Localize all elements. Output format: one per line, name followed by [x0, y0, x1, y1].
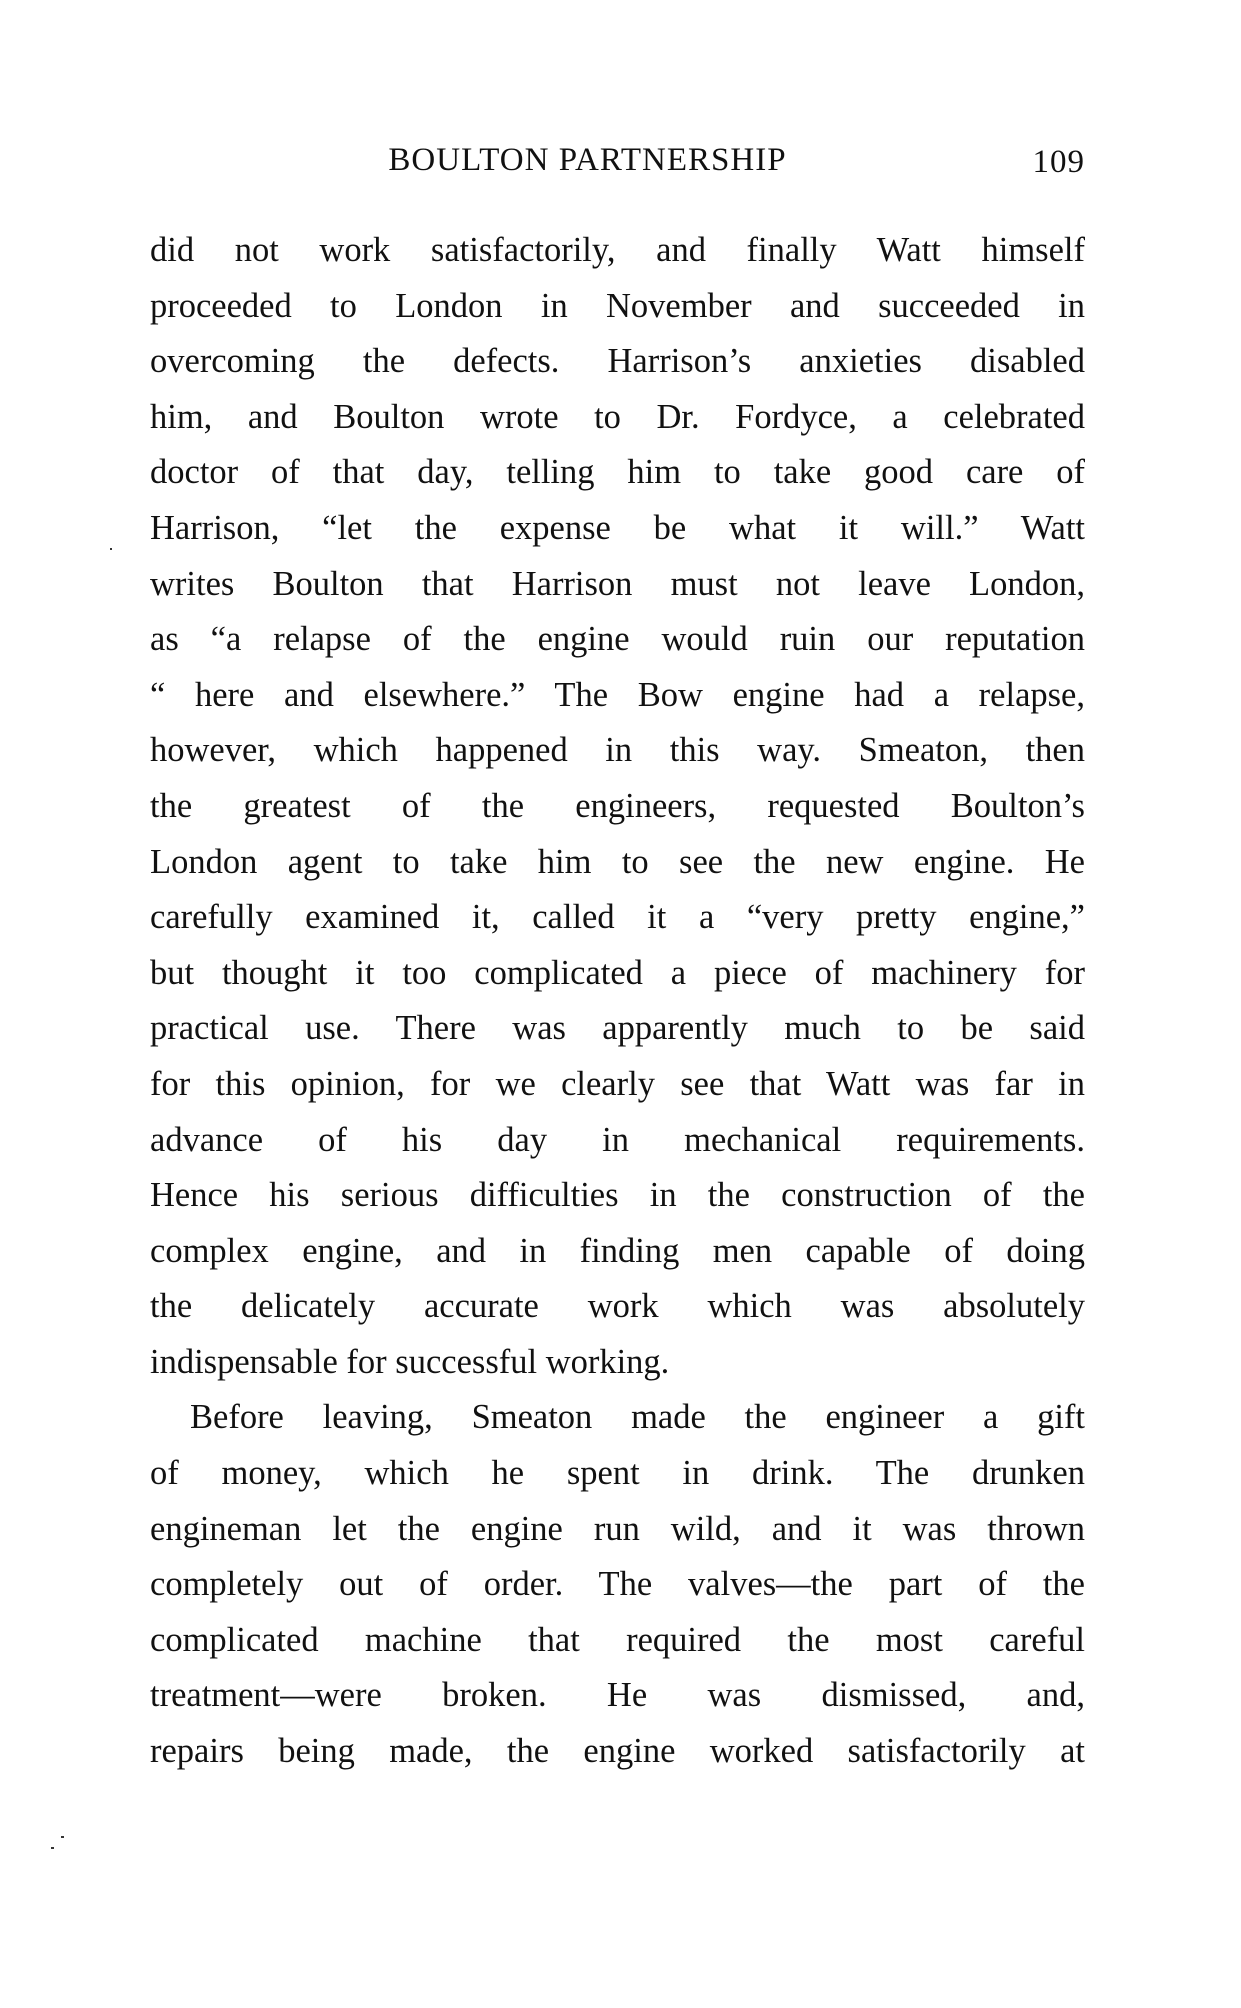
text-line: completely out of order. The valves—the part of the	[150, 1565, 1085, 1604]
text-line: indispensable for successful working.	[150, 1342, 670, 1381]
text-line: practical use. There was apparently much to be said	[150, 1009, 1085, 1048]
text-line: complex engine, and in finding men capable of doing	[150, 1231, 1085, 1270]
text-line: but thought it too complicated a piece of machinery for	[150, 953, 1085, 992]
page-number: 109	[1032, 144, 1085, 180]
text-line: however, which happened in this way. Smeaton, then	[150, 731, 1085, 770]
text-line: proceeded to London in November and succeeded in	[150, 286, 1085, 325]
text-line: Hence his serious difficulties in the construction of the	[150, 1176, 1085, 1215]
text-line: repairs being made, the engine worked satisfactorily at	[150, 1732, 1085, 1771]
text-line: treatment—were broken. He was dismissed, and,	[150, 1676, 1085, 1715]
text-line: writes Boulton that Harrison must not leave London,	[150, 564, 1085, 603]
body-text	[150, 223, 1085, 1780]
text-line: overcoming the defects. Harrison’s anxieties disabled	[150, 342, 1085, 381]
text-line: complicated machine that required the most careful	[150, 1620, 1085, 1659]
scan-speck	[61, 1836, 64, 1838]
text-line: engineman let the engine run wild, and it was thrown	[150, 1509, 1085, 1548]
paragraph-1	[150, 223, 1085, 1390]
text-line: as “a relapse of the engine would ruin our reputation	[150, 620, 1085, 659]
text-line: London agent to take him to see the new engine. He	[150, 842, 1085, 881]
text-line: of money, which he spent in drink. The drunken	[150, 1454, 1085, 1493]
text-line: did not work satisfactorily, and finally Watt himself	[150, 231, 1085, 269]
text-line: for this opinion, for we clearly see that Watt was far in	[150, 1064, 1085, 1103]
text-line: him, and Boulton wrote to Dr. Fordyce, a celebrated	[150, 397, 1085, 436]
text-line: carefully examined it, called it a “very pretty engine,”	[150, 898, 1085, 937]
text-line: Harrison, “let the expense be what it will.” Watt	[150, 508, 1085, 547]
paragraph-2	[150, 1390, 1085, 1779]
scan-speck	[51, 1847, 54, 1849]
scan-speck	[110, 548, 112, 550]
text-line: the greatest of the engineers, requested Boulton’s	[150, 786, 1085, 825]
text-line: advance of his day in mechanical requirements.	[150, 1120, 1085, 1159]
running-title: BOULTON PARTNERSHIP	[388, 142, 787, 178]
text-line: Before leaving, Smeaton made the engineer a gift	[190, 1398, 1085, 1437]
text-line: “ here and elsewhere.” The Bow engine had a relapse,	[150, 675, 1085, 714]
text-line: the delicately accurate work which was absolutely	[150, 1287, 1085, 1326]
text-line: doctor of that day, telling him to take good care of	[150, 453, 1085, 492]
running-head	[150, 138, 1085, 182]
